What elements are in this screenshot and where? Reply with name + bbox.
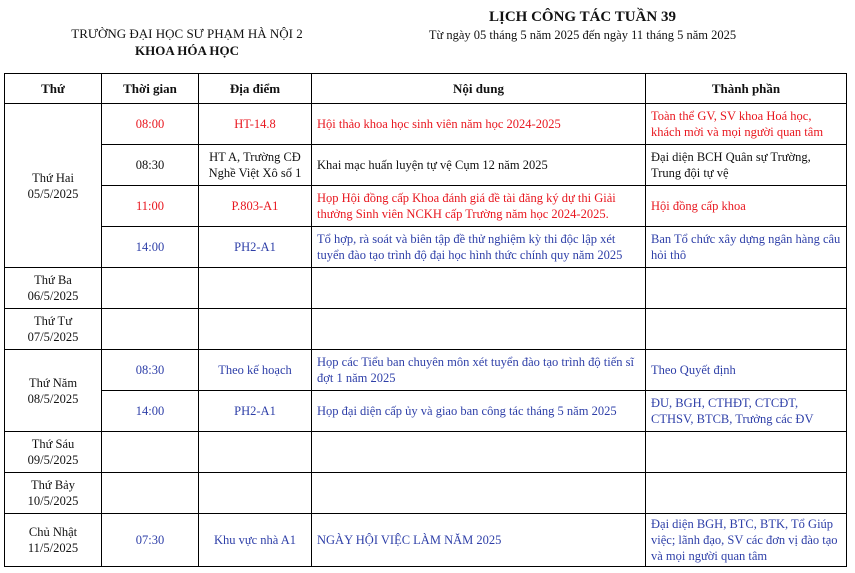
content-cell [312,473,646,514]
day-date: 09/5/2025 [27,453,79,467]
place-cell: Khu vực nhà A1 [199,514,312,567]
participants-cell: Ban Tổ chức xây dựng ngân hàng câu hỏi thô [646,227,847,268]
org-name: TRƯỜNG ĐẠI HỌC SƯ PHẠM HÀ NỘI 2 [71,26,303,41]
table-row-empty [5,473,847,514]
content-cell: Họp đại diện cấp ủy và giao ban công tác tháng 5 năm 2025 [312,391,646,432]
col-header-place: Địa điểm [199,74,312,104]
col-header-participants: Thành phần [646,74,847,104]
content-cell [312,432,646,473]
day-name: Thứ Bảy [31,478,75,492]
day-cell [5,309,102,350]
day-date: 10/5/2025 [27,494,79,508]
table-row-empty [5,432,847,473]
table-row [5,350,847,391]
content-cell: Hội thảo khoa học sinh viên năm học 2024-2025 [312,104,646,145]
day-cell [5,104,102,268]
col-header-day: Thứ [5,74,102,104]
time-cell [102,432,199,473]
time-cell: 08:00 [102,104,199,145]
header-left [52,25,322,59]
participants-cell [646,309,847,350]
participants-cell: Theo Quyết định [646,350,847,391]
time-cell: 08:30 [102,350,199,391]
participants-cell [646,432,847,473]
place-cell: PH2-A1 [199,227,312,268]
content-cell: Khai mạc huấn luyện tự vệ Cụm 12 năm 2025 [312,145,646,186]
content-cell: Tổ hợp, rà soát và biên tập đề thử nghiệm kỳ thi độc lập xét tuyển đào tạo trình độ đại học hình thức chính quy năm 2025 [312,227,646,268]
place-cell [199,268,312,309]
schedule-title: LỊCH CÔNG TÁC TUẦN 39 [489,9,676,25]
day-name: Chủ Nhật [28,525,78,539]
place-cell: PH2-A1 [199,391,312,432]
place-cell: P.803-A1 [199,186,312,227]
dept-name: KHOA HÓA HỌC [134,43,239,58]
place-cell [199,473,312,514]
place-cell: HT A, Trường CĐ Nghề Việt Xô số 1 [199,145,312,186]
table-header-row [5,74,847,104]
content-cell [312,268,646,309]
day-cell [5,473,102,514]
content-cell: Họp các Tiểu ban chuyên môn xét tuyển đào tạo trình độ tiến sĩ đợt 1 năm 2025 [312,350,646,391]
participants-cell: ĐU, BGH, CTHĐT, CTCĐT, CTHSV, BTCB, Trưởng các ĐV [646,391,847,432]
participants-cell: Toàn thể GV, SV khoa Hoá học, khách mời và mọi người quan tâm [646,104,847,145]
day-date: 08/5/2025 [27,391,79,406]
day-date: 05/5/2025 [27,186,79,201]
time-cell [102,473,199,514]
table-row-empty [5,268,847,309]
time-cell: 07:30 [102,514,199,567]
day-cell [5,350,102,432]
table-row [5,145,847,186]
day-cell [5,268,102,309]
table-row-empty [5,309,847,350]
content-cell: Họp Hội đồng cấp Khoa đánh giá đề tài đăng ký dự thi Giải thưởng Sinh viên NCKH cấp Trường năm học 2024-2025. [312,186,646,227]
day-date: 06/5/2025 [27,289,79,303]
day-date: 11/5/2025 [27,541,79,555]
day-name: Thứ Hai [32,170,74,185]
schedule-dates: Từ ngày 05 tháng 5 năm 2025 đến ngày 11 tháng 5 năm 2025 [428,28,737,42]
table-row [5,391,847,432]
table-row [5,514,847,567]
col-header-content: Nội dung [312,74,646,104]
time-cell: 08:30 [102,145,199,186]
content-cell: NGÀY HỘI VIỆC LÀM NĂM 2025 [312,514,646,567]
time-cell: 14:00 [102,391,199,432]
participants-cell: Đại diện BGH, BTC, BTK, Tổ Giúp việc; lãnh đạo, SV các đơn vị đào tạo và mọi người quan tâm [646,514,847,567]
day-name: Thứ Tư [34,314,72,328]
time-cell: 14:00 [102,227,199,268]
day-cell [5,514,102,567]
day-name: Thứ Ba [34,273,72,287]
participants-cell [646,268,847,309]
table-row [5,227,847,268]
place-cell [199,309,312,350]
day-date: 07/5/2025 [27,330,79,344]
place-cell [199,432,312,473]
participants-cell [646,473,847,514]
schedule-table [4,73,847,567]
table-row [5,104,847,145]
participants-cell: Hội đồng cấp khoa [646,186,847,227]
place-cell: HT-14.8 [199,104,312,145]
table-row [5,186,847,227]
content-cell [312,309,646,350]
header-right [395,8,770,43]
participants-cell: Đại diện BCH Quân sự Trường, Trung đội tự vệ [646,145,847,186]
col-header-time: Thời gian [102,74,199,104]
time-cell: 11:00 [102,186,199,227]
time-cell [102,268,199,309]
schedule-body [5,104,847,567]
day-cell [5,432,102,473]
place-cell: Theo kế hoạch [199,350,312,391]
day-name: Thứ Năm [28,375,78,390]
day-name: Thứ Sáu [31,437,75,451]
time-cell [102,309,199,350]
